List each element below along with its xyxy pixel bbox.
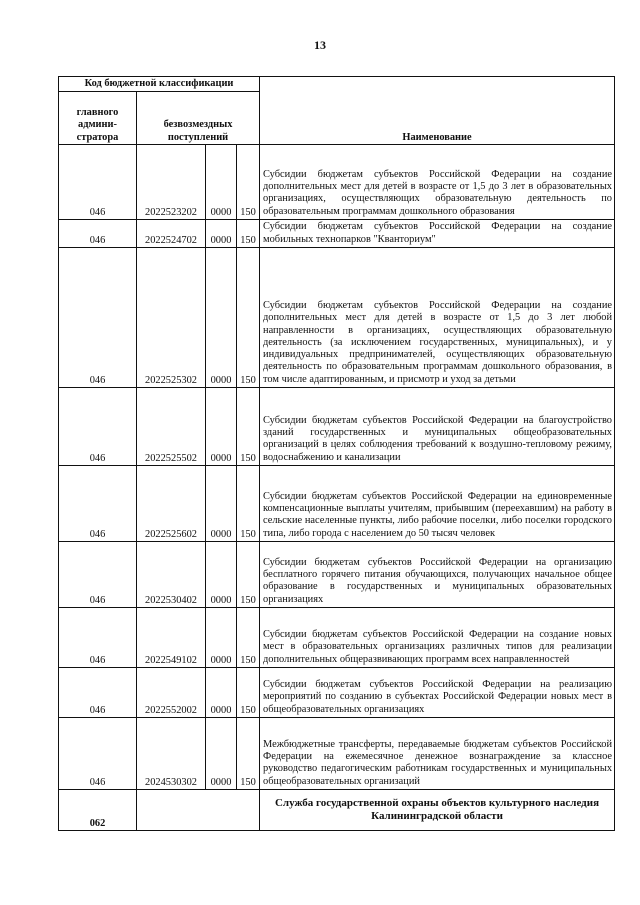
row-name: Субсидии бюджетам субъектов Российской Федерации на единовременные компенсационные выплаты учителям, прибывшим (переехавшим) на работу в сельские населенные пункты, либо рабочие поселки, либо поселки городского типа, либо города с населением до 50 тысяч человек [260,466,615,542]
row-revenue-code: 2022549102 [137,608,206,668]
row-revenue-code: 2022524702 [137,220,206,248]
row-name: Субсидии бюджетам субъектов Российской Федерации на создание дополнительных мест для детей в возрасте от 1,5 до 3 лет любой направленности в организациях, осуществляющих образовательную деятельность (за исключением государственных, муниципальных), и у индивидуальных предпринимателей, осуществляющих образовательную деятельность по образовательным программам дошкольного образования, в том числе адаптированным, и присмотр и уход за детьми [260,248,615,388]
row-admin-code: 046 [59,466,137,542]
row-name: Субсидии бюджетам субъектов Российской Федерации на благоустройство зданий государственных и муниципальных общеобразовательных организаций в целях соблюдения требований к воздушно-тепловому режиму, водоснабжению и канализации [260,388,615,466]
row-name: Субсидии бюджетам субъектов Российской Федерации на создание новых мест в образовательных организациях различных типов для реализации дополнительных общеразвивающих программ всех направленностей [260,608,615,668]
row-revenue-code: 2022525602 [137,466,206,542]
header-name: Наименование [260,77,615,145]
row-revenue-code: 2022525302 [137,248,206,388]
final-row [59,790,615,831]
table-row [59,388,615,466]
row-admin-code: 046 [59,388,137,466]
row-revenue-code: 2022523202 [137,145,206,220]
header-row-top [59,77,615,92]
row-admin-code: 046 [59,220,137,248]
table-row [59,718,615,790]
row-subcode: 0000 [206,542,237,608]
table-row [59,668,615,718]
table-row [59,248,615,388]
row-admin-code: 046 [59,668,137,718]
table-row [59,608,615,668]
row-subcode: 0000 [206,718,237,790]
row-subcode: 0000 [206,248,237,388]
row-kind-code: 150 [237,220,260,248]
table-row [59,145,615,220]
row-kind-code: 150 [237,248,260,388]
row-name: Субсидии бюджетам субъектов Российской Федерации на создание дополнительных мест для детей в возрасте от 1,5 до 3 лет в образовательных организациях, осуществляющих образовательную деятельность по образовательным программам дошкольного образования [260,145,615,220]
row-name: Межбюджетные трансферты, передаваемые бюджетам субъектов Российской Федерации на ежемесячное денежное вознаграждение за классное руководство педагогическим работникам государственных и муниципальных общеобразовательных организаций [260,718,615,790]
header-revenue: безвозмездных поступлений [137,92,260,145]
row-kind-code: 150 [237,542,260,608]
row-subcode: 0000 [206,668,237,718]
row-admin-code: 046 [59,542,137,608]
header-group-title: Код бюджетной классификации [59,77,260,92]
row-kind-code: 150 [237,718,260,790]
row-subcode: 0000 [206,388,237,466]
row-revenue-code: 2022530402 [137,542,206,608]
row-subcode: 0000 [206,608,237,668]
final-row-empty [137,790,260,831]
row-name: Субсидии бюджетам субъектов Российской Федерации на организацию бесплатного горячего питания обучающихся, получающих начальное общее образование в государственных и муниципальных образовательных организациях [260,542,615,608]
table-row [59,220,615,248]
header-admin: главного админи-стратора [59,92,137,145]
row-kind-code: 150 [237,145,260,220]
row-kind-code: 150 [237,608,260,668]
table-row [59,542,615,608]
row-admin-code: 046 [59,145,137,220]
final-row-admin: 062 [59,790,137,831]
row-revenue-code: 2022525502 [137,388,206,466]
row-subcode: 0000 [206,466,237,542]
page-number: 13 [314,38,326,52]
row-kind-code: 150 [237,466,260,542]
row-subcode: 0000 [206,145,237,220]
row-revenue-code: 2022552002 [137,668,206,718]
budget-classification-table [58,76,615,831]
row-kind-code: 150 [237,668,260,718]
row-name: Субсидии бюджетам субъектов Российской Федерации на реализацию мероприятий по созданию в субъектах Российской Федерации новых мест в общеобразовательных организациях [260,668,615,718]
final-row-name: Служба государственной охраны объектов культурного наследия Калининградской области [260,790,615,831]
table-row [59,466,615,542]
row-subcode: 0000 [206,220,237,248]
row-name: Субсидии бюджетам субъектов Российской Федерации на создание мобильных технопарков "Кванториум" [260,220,615,248]
row-revenue-code: 2024530302 [137,718,206,790]
table-body [59,145,615,790]
row-admin-code: 046 [59,248,137,388]
row-kind-code: 150 [237,388,260,466]
row-admin-code: 046 [59,718,137,790]
row-admin-code: 046 [59,608,137,668]
